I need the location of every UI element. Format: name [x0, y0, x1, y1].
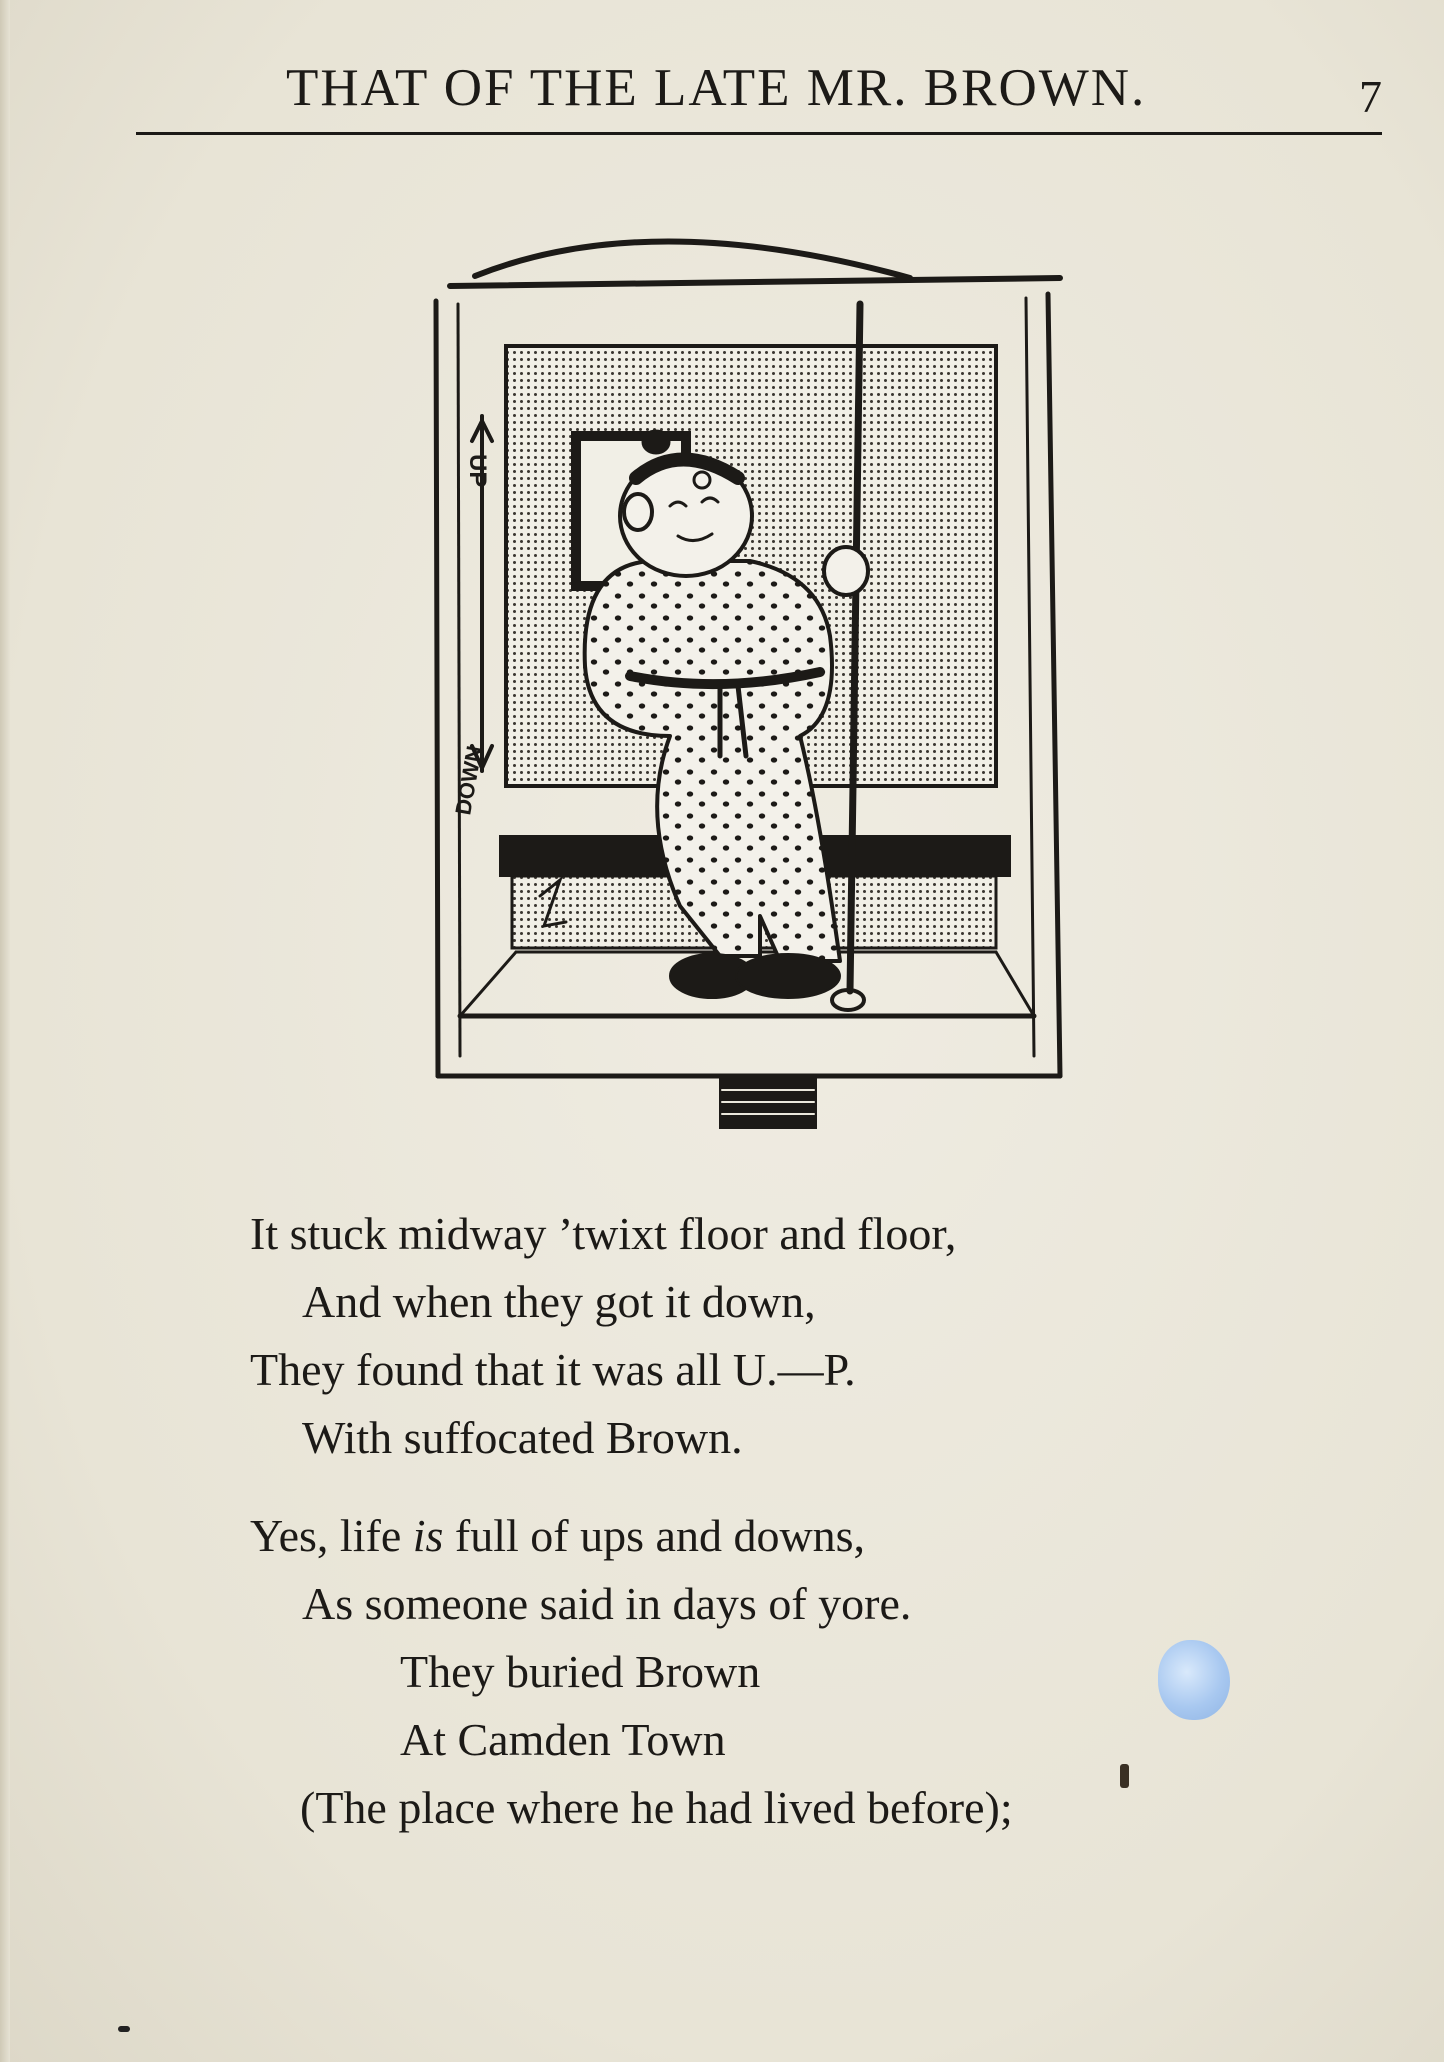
verse-text: Yes, life [250, 1510, 413, 1561]
verse-line: And when they got it down, [302, 1276, 816, 1327]
verse-line: (The place where he had lived before); [300, 1782, 1013, 1833]
verse-text: full of ups and downs, [443, 1510, 866, 1561]
verse-line: As someone said in days of yore. [302, 1578, 912, 1629]
page-number: 7 [1359, 71, 1382, 122]
sign-down: DOWN [450, 743, 488, 817]
verse-line: It stuck midway ’twixt floor and floor, [250, 1208, 957, 1259]
page-header [136, 52, 1382, 138]
running-title: THAT OF THE LATE MR. BROWN. [286, 59, 1147, 117]
elevator-illustration [420, 216, 1100, 1136]
stanza-2 [250, 1502, 1250, 1842]
page-edge [0, 0, 10, 2062]
ink-speck [118, 2026, 130, 2032]
header-rule [136, 132, 1382, 135]
ink-speck [1120, 1764, 1129, 1788]
sign-up: UP [464, 454, 491, 488]
verse-line: With suffocated Brown. [302, 1412, 743, 1463]
verse-line: They found that it was all U.—P. [250, 1344, 856, 1395]
verse-line: They buried Brown [400, 1646, 761, 1697]
blue-stain [1158, 1640, 1230, 1720]
verse-emphasis: is [412, 1510, 444, 1561]
verse [250, 1200, 1250, 1872]
verse-line: At Camden Town [400, 1714, 726, 1765]
stanza-1 [250, 1200, 1250, 1472]
verse-line [250, 1502, 1250, 1570]
